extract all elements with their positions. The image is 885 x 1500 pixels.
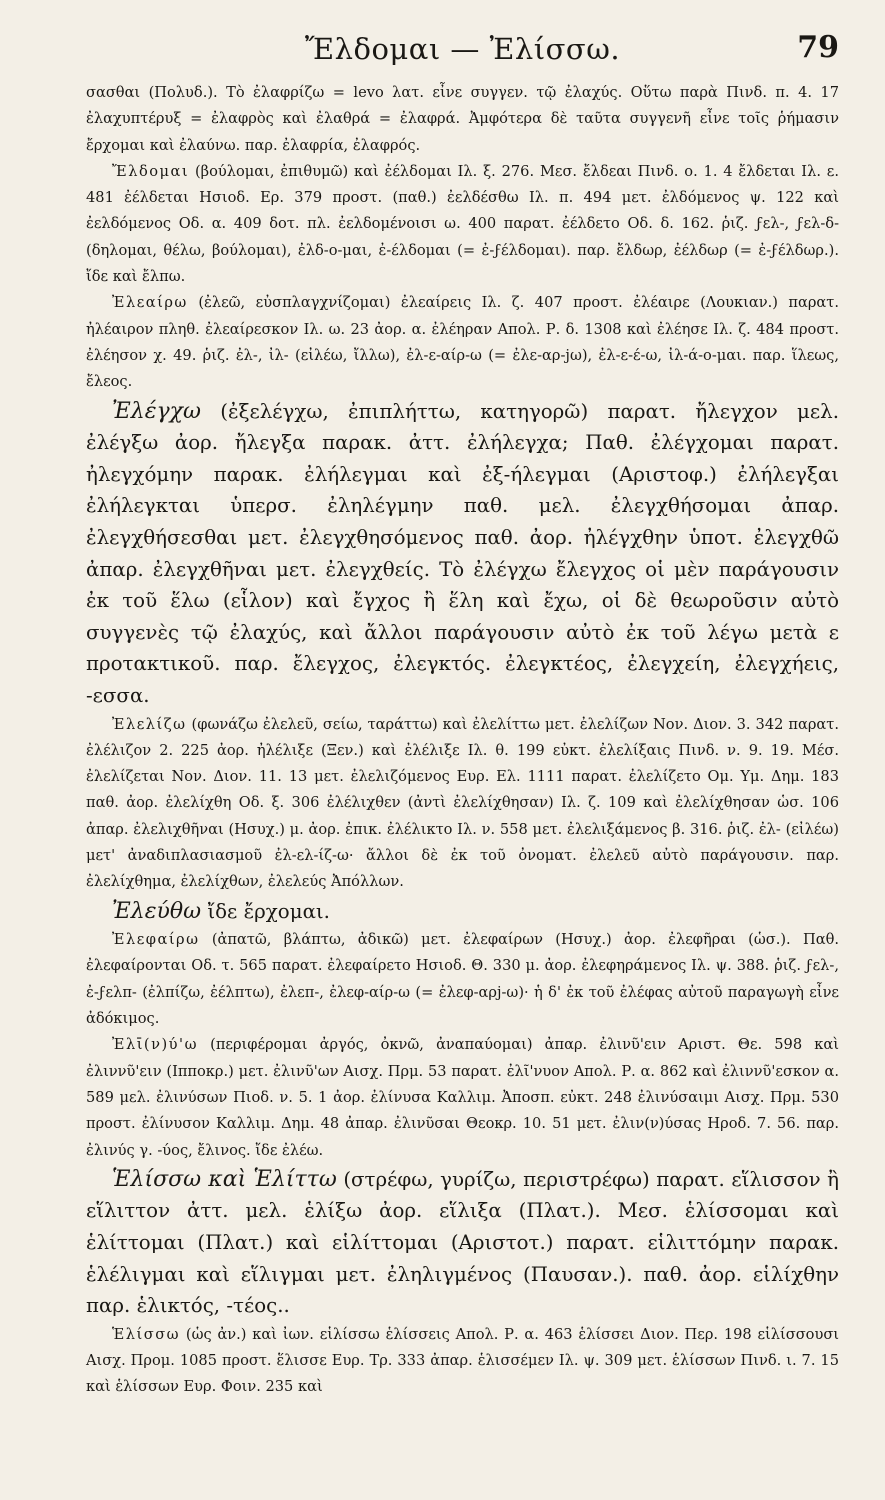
entry-headword: Ἐλελίζω: [112, 715, 187, 733]
entry-text: σασθαι (Πολυδ.). Τὸ ἐλαφρίζω = levo λατ. εἶνε συγγεν. τῷ ἐλαχύς. Οὕτω παρὰ Πινδ. π. 4. 17 ἐλαχυπτέρυξ = ἐλαφρὸς καὶ ἐλαθρά = ἐλαφρά. Ἀμφότερα δὲ ταῦτα συγγενῆ εἶνε τοῖς ῥήμασιν ἔρχομαι καὶ ἐλαύνω. παρ. ἐλαφρία, ἐλαφρός.: [86, 84, 839, 154]
entry-headword: Ἔλδομαι: [112, 162, 190, 180]
page-header: [86, 28, 839, 80]
entry-helisso-ionic: [86, 1322, 839, 1401]
entry-eldomai: [86, 159, 839, 290]
entry-text: (ὡς ἀν.) καὶ ἰων. εἱλίσσω ἑλίσσεις Απολ. Ρ. α. 463 ἑλίσσει Διον. Περ. 198 εἱλίσσουσι Αισχ. Προμ. 1085 προστ. ἕλισσε Ευρ. Τρ. 333 ἀπαρ. ἑλισσέμεν Ιλ. ψ. 309 μετ. ἑλίσσων Πινδ. ι. 7. 15 καὶ ἑλίσσων Ευρ. Φοιν. 235 καὶ: [86, 1325, 839, 1396]
entry-text: (στρέφω, γυρίζω, περιστρέφω) παρατ. εἵλισσον ἢ εἵλιττον ἀττ. μελ. ἑλίξω ἀορ. εἵλιξα (Πλατ.). Μεσ. ἑλίσσομαι καὶ ἑλίττομαι (Πλατ.) καὶ εἱλίττομαι (Αριστοτ.) παρατ. εἱλιττόμην παρακ. ἑλέλιγμαι καὶ εἵλιγμαι μετ. ἐληλιγμένος (Παυσαν.). παθ. ἀορ. εἱλίχθην παρ. ἑλικτός, -τέος..: [86, 1167, 839, 1318]
dictionary-body: [86, 80, 839, 1401]
entry-text: (βούλομαι, ἐπιθυμῶ) καὶ ἐέλδομαι Ιλ. ξ. 276. Μεσ. ἔλδεαι Πινδ. ο. 1. 4 ἔλδεται Ιλ. ε. 481 ἐέλδεται Ησιοδ. Ερ. 379 προστ. (παθ.) ἐελδέσθω Ιλ. π. 494 μετ. ἐλδόμενος ψ. 122 καὶ ἐελδόμενος Οδ. α. 409 δοτ. πλ. ἐελδομένοισι ω. 400 παρατ. ἐέλδετο Οδ. δ. 162. ῥιζ. ϝελ-, ϝελ-δ- (δηλομαι, θέλω, βούλομαι), ἐλδ-ο-μαι, ἐ-έλδομαι (= ἐ-ϝέλδομαι). παρ. ἔλδωρ, ἐέλδωρ (= ἐ-ϝέλδωρ.). ἴδε καὶ ἔλπω.: [86, 162, 839, 286]
entry-eleutho: [86, 896, 839, 928]
entry-headword: Ἐλεύθω: [112, 898, 202, 924]
entry-text: ἴδε ἔρχομαι.: [201, 899, 330, 923]
entry-text: (φωνάζω ἐλελεῦ, σείω, ταράττω) καὶ ἐλελίττω μετ. ἐλελίζων Νον. Διον. 3. 342 παρατ. ἐλέλιζον 2. 225 ἀορ. ἠλέλιξε (Ξεν.) καὶ ἐλέλιξε Ιλ. θ. 199 εὐκτ. ἐλελίξαις Πινδ. ν. 9. 19. Μέσ. ἐλελίζεται Νον. Διον. 11. 13 μετ. ἐλελιζόμενος Ευρ. Ελ. 1111 παρατ. ἐλελίζετο Ομ. Υμ. Δημ. 183 παθ. ἀορ. ἐλελίχθη Οδ. ξ. 306 ἐλέλιχθεν (ἀντὶ ἐλελίχθησαν) Ιλ. ζ. 109 καὶ ἐλελίχθησαν ὡσ. 106 ἀπαρ. ἐλελιχθῆναι (Ησυχ.) μ. ἀορ. ἐπικ. ἐλέλικτο Ιλ. ν. 558 μετ. ἐλελιξάμενος β. 316. ῥιζ. ἐλ- (εἰλέω) μετ' ἀναδιπλασιασμοῦ ἐλ-ελ-ίζ-ω· ἄλλοι δὲ ἐκ τοῦ ὀνοματ. ἐλελεῦ αὐτὸ παράγουσιν. παρ. ἐλελίχθημα, ἐλελίχθων, ἐλελεύς Ἀπόλλων.: [86, 715, 839, 891]
entry-helisso: [86, 1164, 839, 1322]
entry-text: (ἀπατῶ, βλάπτω, ἀδικῶ) μετ. ἐλεφαίρων (Ησυχ.) ἀορ. ἐλεφῆραι (ὡσ.). Παθ. ἐλεφαίρονται Οδ. τ. 565 παρατ. ἐλεφαίρετο Ησιοδ. Θ. 330 μ. ἀορ. ἐλεφηράμενος Ιλ. ψ. 388. ῥιζ. ϝελ-, ἐ-ϝελπ- (ἐλπίζω, ἐέλπτω), ἐλεπ-, ἐλεφ-αίρ-ω (= ἐλεφ-αρj-ω)· ἡ δ' ἐκ τοῦ ἐλέφας αὐτοῦ παραγωγὴ εἶνε ἀδόκιμος.: [86, 931, 839, 1028]
entry-eleairo: [86, 290, 839, 395]
entry-headword: Ἐλῑ(ν)ύ'ω: [112, 1036, 198, 1054]
entry-text: (ἐξελέγχω, ἐπιπλήττω, κατηγορῶ) παρατ. ἤλεγχον μελ. ἐλέγξω ἀορ. ἤλεγξα παρακ. ἀττ. ἐλήλεγχα; Παθ. ἐλέγχομαι παρατ. ἠλεγχόμην παρακ. ἐλήλεγμαι καὶ ἐξ-ήλεγμαι (Αριστοφ.) ἐλήλεγξαι ἐλήλεγκται ὑπερσ. ἐληλέγμην παθ. μελ. ἐλεγχθήσομαι ἀπαρ. ἐλεγχθήσεσθαι μετ. ἐλεγχθησόμενος παθ. ἀορ. ἠλέγχθην ὑποτ. ἐλεγχθῶ ἀπαρ. ἐλεγχθῆναι μετ. ἐλεγχθείς. Τὸ ἐλέγχω ἔλεγχος οἱ μὲν παράγουσιν ἐκ τοῦ ἕλω (εἷλον) καὶ ἔγχος ἢ ἕλη καὶ ἔχω, οἱ δὲ θεωροῦσιν αὐτὸ συγγενὲς τῷ ἐλαχύς, καὶ ἄλλοι παράγουσιν αὐτὸ ἐκ τοῦ λέγω μετὰ ε προτακτικοῦ. παρ. ἔλεγχος, ἐλεγκτός. ἐλεγκτέος, ἐλεγχείη, ἐλεγχήεις, -εσσα.: [86, 399, 839, 707]
entry-headword: Ἐλεαίρω: [112, 294, 188, 312]
entry-text: (ἐλεῶ, εὐσπλαγχνίζομαι) ἐλεαίρεις Ιλ. ζ. 407 προστ. ἐλέαιρε (Λουκιαν.) παρατ. ἠλέαιρον πληθ. ἐλεαίρεσκον Ιλ. ω. 23 ἀορ. α. ἐλέηραν Απολ. Ρ. δ. 1308 καὶ ἐλέησε Ιλ. ζ. 484 προστ. ἐλέησον χ. 49. ῥιζ. ἐλ-, ἰλ- (εἰλέω, ἴλλω), ἐλ-ε-αίρ-ω (= ἐλε-αρ-jω), ἐλ-ε-έ-ω, ἰλ-ά-ο-μαι. παρ. ἵλεως, ἔλεος.: [86, 294, 839, 391]
entry-headword: Ἐλεφαίρω: [112, 931, 200, 949]
entry-continuation: [86, 80, 839, 159]
entry-elephairo: [86, 927, 839, 1032]
entry-headword: Ἑλίσσω: [112, 1325, 181, 1343]
running-head: Ἔλδομαι — Ἐλίσσω.: [304, 32, 621, 66]
entry-headword: Ἑλίσσω καὶ Ἑλίττω: [112, 1166, 337, 1192]
entry-elelizo: [86, 712, 839, 896]
entry-elinuo: [86, 1032, 839, 1163]
entry-elencho: [86, 396, 839, 712]
page-number: 79: [797, 30, 839, 65]
entry-text: (περιφέρομαι ἀργός, ὀκνῶ, ἀναπαύομαι) ἀπαρ. ἐλινῦ'ειν Αριστ. Θε. 598 καὶ ἐλιννῦ'ειν (Ιπποκρ.) μετ. ἐλινῦ'ων Αισχ. Πρμ. 53 παρατ. ἐλῖ'νυον Απολ. Ρ. α. 862 καὶ ἐλιννῦ'εσκον α. 589 μελ. ἐλινύσων Πιοδ. ν. 5. 1 ἀορ. ἐλίνυσα Καλλιμ. Ἀποσπ. εὐκτ. 248 ἐλινύσαιμι Αισχ. Πρμ. 530 προστ. ἐλίνυσον Καλλιμ. Δημ. 48 ἀπαρ. ἐλινῦσαι Θεοκρ. 10. 51 μετ. ἐλιν(ν)ύσας Ηροδ. 7. 56. παρ. ἐλινύς γ. -ύος, ἔλινος. ἴδε ἐλέω.: [86, 1036, 839, 1159]
entry-headword: Ἐλέγχω: [112, 398, 201, 424]
